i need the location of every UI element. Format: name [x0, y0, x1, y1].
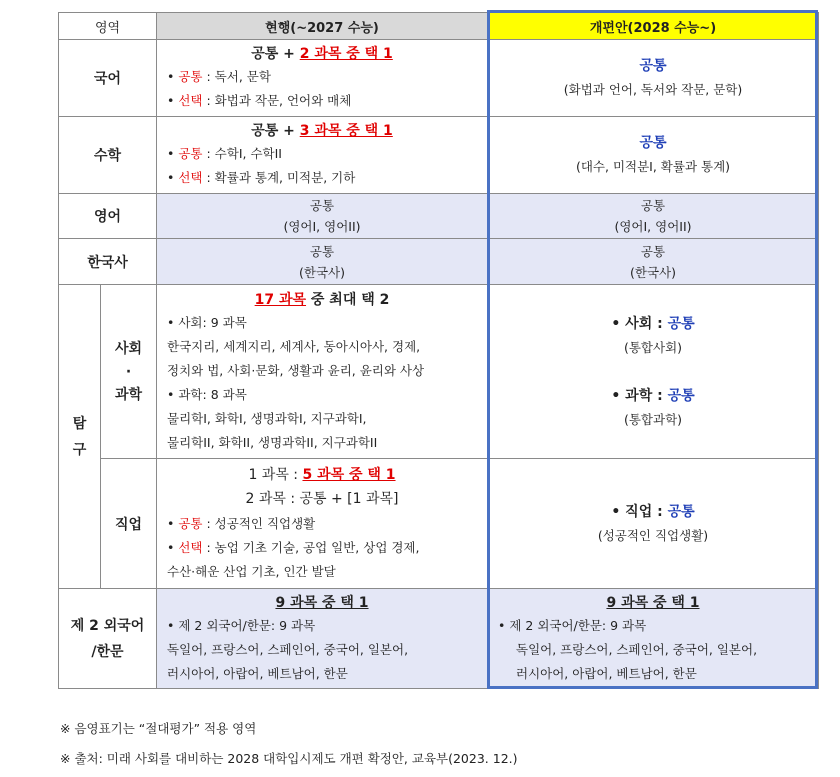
voc-title-1: 1 과목 : 5 과목 중 택 1	[248, 466, 396, 483]
history-current-sub: (한국사)	[299, 264, 345, 280]
english-current-cell	[157, 194, 488, 239]
korean-new-cell	[488, 40, 819, 117]
header-current: 현행(~2027 수능)	[157, 13, 488, 40]
korean-current-title: 공통 + 2 과목 중 택 1	[251, 46, 393, 62]
foreign-new-title: 9 과목 중 택 1	[606, 594, 700, 611]
history-current-title: 공통	[309, 243, 335, 259]
header-row	[59, 13, 819, 40]
voc-title-2: 2 과목 : 공통 + [1 과목]	[245, 490, 399, 507]
korean-new-title: 공통	[639, 58, 667, 74]
row-inquiry-socsci	[59, 285, 819, 459]
footnote-shading: ※ 음영표기는 “절대평가” 적용 영역	[60, 721, 257, 736]
korean-new-sub: (화법과 언어, 독서와 작문, 문학)	[563, 82, 743, 97]
footnote-source: ※ 출처: 미래 사회를 대비하는 2028 대학입시제도 개편 확정안, 교육부(2023. 12.)	[60, 751, 518, 766]
english-new-cell	[488, 194, 819, 239]
history-new-title: 공통	[640, 243, 666, 259]
new-science-sub: (통합과학)	[623, 411, 683, 427]
history-new-sub: (한국사)	[630, 264, 676, 280]
english-current-title: 공통	[309, 198, 335, 213]
socsci-new-cell	[488, 285, 819, 459]
vocational-new-cell	[488, 459, 819, 589]
history-new-cell	[488, 239, 819, 285]
socsci-current-cell	[157, 285, 488, 459]
foreign-current-head: • 제 2 외국어/한문: 9 과목	[167, 617, 316, 633]
foreign-new-line-2: 러시아어, 아랍어, 베트남어, 한문	[516, 665, 697, 681]
new-science-title: • 과학 : 공통	[611, 387, 695, 404]
row-history	[59, 239, 819, 285]
foreign-new-line-1: 독일어, 프랑스어, 스페인어, 중국어, 일본어,	[516, 641, 758, 657]
header-area: 영역	[59, 13, 157, 40]
foreign-current-cell	[157, 589, 488, 689]
math-current-cell	[157, 117, 488, 194]
subject-vocational: 직업	[101, 459, 157, 589]
korean-current-cell	[157, 40, 488, 117]
english-current-sub: (영어I, 영어II)	[283, 219, 361, 234]
new-voc-sub: (성공적인 직업생활)	[597, 527, 709, 543]
social-line-2: 정치와 법, 사회·문화, 생활과 윤리, 윤리와 사상	[167, 362, 425, 378]
social-head: • 사회: 9 과목	[167, 314, 247, 330]
science-line-1: 물리학I, 화학I, 생명과학I, 지구과학I,	[167, 410, 367, 426]
row-math	[59, 117, 819, 194]
math-new-cell	[488, 117, 819, 194]
foreign-new-head: • 제 2 외국어/한문: 9 과목	[498, 617, 647, 633]
subject-math: 수학	[59, 117, 157, 194]
exam-comparison-table	[58, 12, 819, 689]
socsci-current-title: 17 과목 중 최대 택 2	[254, 291, 390, 308]
new-social-sub: (통합사회)	[623, 339, 683, 355]
subject-english: 영어	[59, 194, 157, 239]
subject-inquiry: 탐 구	[59, 285, 101, 589]
history-current-cell	[157, 239, 488, 285]
footnotes	[60, 714, 518, 774]
english-new-sub: (영어I, 영어II)	[614, 219, 692, 234]
row-foreign	[59, 589, 819, 689]
voc-select-line-2: 수산·해운 산업 기초, 인간 발달	[167, 563, 336, 579]
math-select-item: • 선택 : 확률과 통계, 미적분, 기하	[167, 170, 356, 185]
korean-select-item: • 선택 : 화법과 작문, 언어와 매체	[167, 93, 352, 108]
row-english	[59, 194, 819, 239]
subject-socsci: 사회 · 과학	[101, 285, 157, 459]
math-current-title: 공통 + 3 과목 중 택 1	[251, 123, 393, 139]
subject-korean: 국어	[59, 40, 157, 117]
vocational-current-cell	[157, 459, 488, 589]
english-new-title: 공통	[640, 198, 666, 213]
math-common-item: • 공통 : 수학I, 수학II	[167, 146, 282, 161]
science-line-2: 물리학II, 화학II, 생명과학II, 지구과학II	[167, 434, 378, 450]
row-korean	[59, 40, 819, 117]
row-inquiry-vocational	[59, 459, 819, 589]
korean-common-item: • 공통 : 독서, 문학	[167, 69, 271, 84]
foreign-current-line-1: 독일어, 프랑스어, 스페인어, 중국어, 일본어,	[167, 641, 409, 657]
social-line-1: 한국지리, 세계지리, 세계사, 동아시아사, 경제,	[167, 338, 421, 354]
new-social-title: • 사회 : 공통	[611, 315, 695, 332]
math-new-title: 공통	[639, 135, 667, 151]
foreign-current-title: 9 과목 중 택 1	[275, 594, 369, 611]
voc-select-item: • 선택 : 농업 기초 기술, 공업 일반, 상업 경제,	[167, 539, 420, 555]
science-head: • 과학: 8 과목	[167, 386, 247, 402]
foreign-new-cell	[488, 589, 819, 689]
math-new-sub: (대수, 미적분I, 확률과 통계)	[575, 159, 731, 174]
voc-common-item: • 공통 : 성공적인 직업생활	[167, 515, 316, 531]
header-new: 개편안(2028 수능~)	[488, 13, 819, 40]
subject-history: 한국사	[59, 239, 157, 285]
subject-foreign: 제 2 외국어 /한문	[59, 589, 157, 689]
foreign-current-line-2: 러시아어, 아랍어, 베트남어, 한문	[167, 665, 348, 681]
new-voc-title: • 직업 : 공통	[611, 503, 695, 520]
